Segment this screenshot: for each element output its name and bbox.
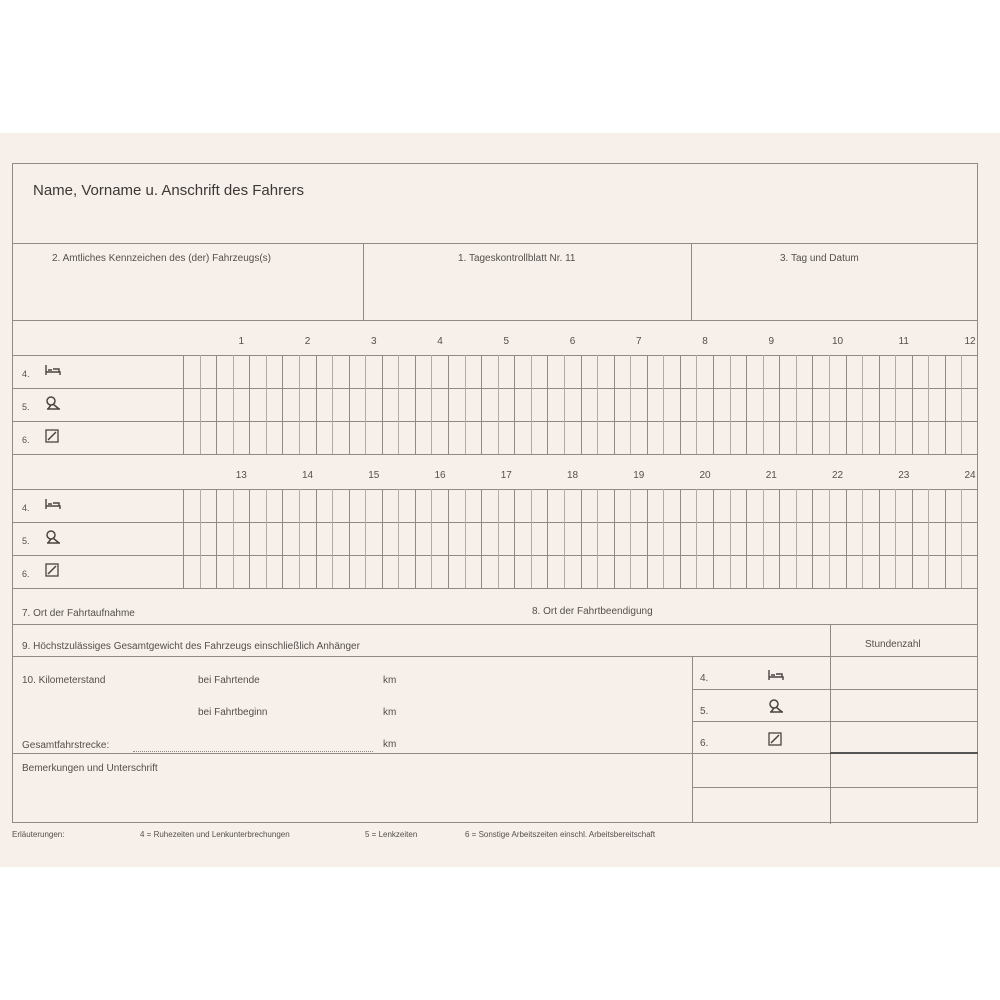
steering-wheel-icon: [768, 699, 784, 718]
divider: [692, 753, 830, 754]
activity-row-label: 6.: [22, 569, 30, 579]
activity-row-label: 5.: [22, 536, 30, 546]
activity-row-cells[interactable]: [183, 522, 978, 555]
divider: [692, 787, 978, 788]
divider: [692, 656, 693, 823]
hour-label: 23: [898, 470, 910, 481]
steering-wheel-icon: [45, 396, 61, 415]
daily-control-sheet: [0, 133, 1000, 867]
hour-label: 24: [964, 470, 976, 481]
summary-row-6-label: 6.: [700, 738, 709, 749]
divider: [830, 624, 831, 824]
end-location-label: 8. Ort der Fahrtbeendigung: [532, 606, 653, 617]
hour-label: 12: [964, 336, 976, 347]
divider: [363, 243, 364, 320]
hour-label: 2: [304, 336, 311, 347]
km-unit: km: [383, 675, 397, 686]
divider: [12, 588, 978, 589]
hour-label: 15: [368, 470, 380, 481]
total-distance-label: Gesamtfahrstrecke:: [22, 740, 110, 751]
summary-row-4-label: 4.: [700, 673, 709, 684]
activity-row-cells[interactable]: [183, 421, 978, 454]
hour-label: 3: [370, 336, 377, 347]
hour-label: 13: [235, 470, 247, 481]
km-unit: km: [383, 707, 397, 718]
total-hours-rule: [830, 752, 978, 754]
trip-start-label: bei Fahrtbeginn: [198, 707, 268, 718]
bed-icon: [45, 497, 61, 515]
divider: [12, 320, 978, 321]
hour-label: 7: [635, 336, 642, 347]
activity-row-cells[interactable]: [183, 355, 978, 388]
hour-label: 20: [699, 470, 711, 481]
hour-label: 4: [437, 336, 443, 347]
activity-row-cells[interactable]: [183, 555, 978, 588]
hour-label: 21: [765, 470, 777, 481]
hour-label: 18: [566, 470, 579, 481]
max-weight-label: 9. Höchstzulässiges Gesamtgewicht des Fahrzeugs einschließlich Anhänger: [22, 641, 360, 652]
activity-row-label: 4.: [22, 369, 30, 379]
hour-label: 1: [238, 336, 245, 347]
activity-row-cells[interactable]: [183, 489, 978, 522]
hammer-box-icon: [768, 732, 783, 751]
steering-wheel-icon: [45, 530, 61, 549]
start-location-label: 7. Ort der Fahrtaufnahme: [22, 608, 135, 619]
divider: [691, 243, 692, 320]
legend-6: 6 = Sonstige Arbeitszeiten einschl. Arbeitsbereitschaft: [465, 830, 656, 839]
hour-label: 11: [898, 336, 909, 347]
divider: [12, 656, 978, 657]
hours-count-label: Stundenzahl: [865, 639, 921, 650]
bed-icon: [45, 363, 61, 381]
driver-name-label: Name, Vorname u. Anschrift des Fahrers: [33, 182, 304, 199]
hour-label: 17: [500, 470, 512, 481]
summary-row-5-label: 5.: [700, 706, 709, 717]
remarks-label: Bemerkungen und Unterschrift: [22, 763, 158, 774]
activity-row-label: 5.: [22, 402, 30, 412]
hammer-box-icon: [45, 563, 60, 582]
hour-label: 10: [831, 336, 844, 347]
grid-row-line: [12, 454, 978, 455]
hour-label: 8: [702, 336, 708, 347]
divider: [12, 624, 978, 625]
total-distance-field[interactable]: [133, 751, 373, 752]
divider: [692, 689, 978, 690]
hour-label: 5: [503, 336, 510, 347]
legend-4: 4 = Ruhezeiten und Lenkunterbrechungen: [140, 830, 290, 839]
bed-icon: [768, 668, 784, 686]
vehicle-plate-label: 2. Amtliches Kennzeichen des (der) Fahrzeugs(s): [52, 253, 271, 264]
date-label: 3. Tag und Datum: [780, 253, 859, 264]
hammer-box-icon: [45, 429, 60, 448]
hour-label: 16: [434, 470, 446, 481]
hour-label: 6: [569, 336, 576, 347]
odometer-label: 10. Kilometerstand: [22, 675, 106, 686]
hour-label: 9: [768, 336, 775, 347]
divider: [12, 243, 978, 244]
hour-label: 22: [831, 470, 844, 481]
legend-5: 5 = Lenkzeiten: [365, 830, 418, 839]
km-unit: km: [383, 739, 397, 750]
divider: [692, 721, 978, 722]
divider: [12, 753, 693, 754]
legend-title: Erläuterungen:: [12, 830, 65, 839]
hour-label: 14: [301, 470, 314, 481]
activity-row-cells[interactable]: [183, 388, 978, 421]
hour-label: 19: [633, 470, 645, 481]
trip-end-label: bei Fahrtende: [198, 675, 260, 686]
activity-row-label: 6.: [22, 435, 30, 445]
activity-row-label: 4.: [22, 503, 30, 513]
sheet-number-label: 1. Tageskontrollblatt Nr. 11: [458, 253, 576, 264]
